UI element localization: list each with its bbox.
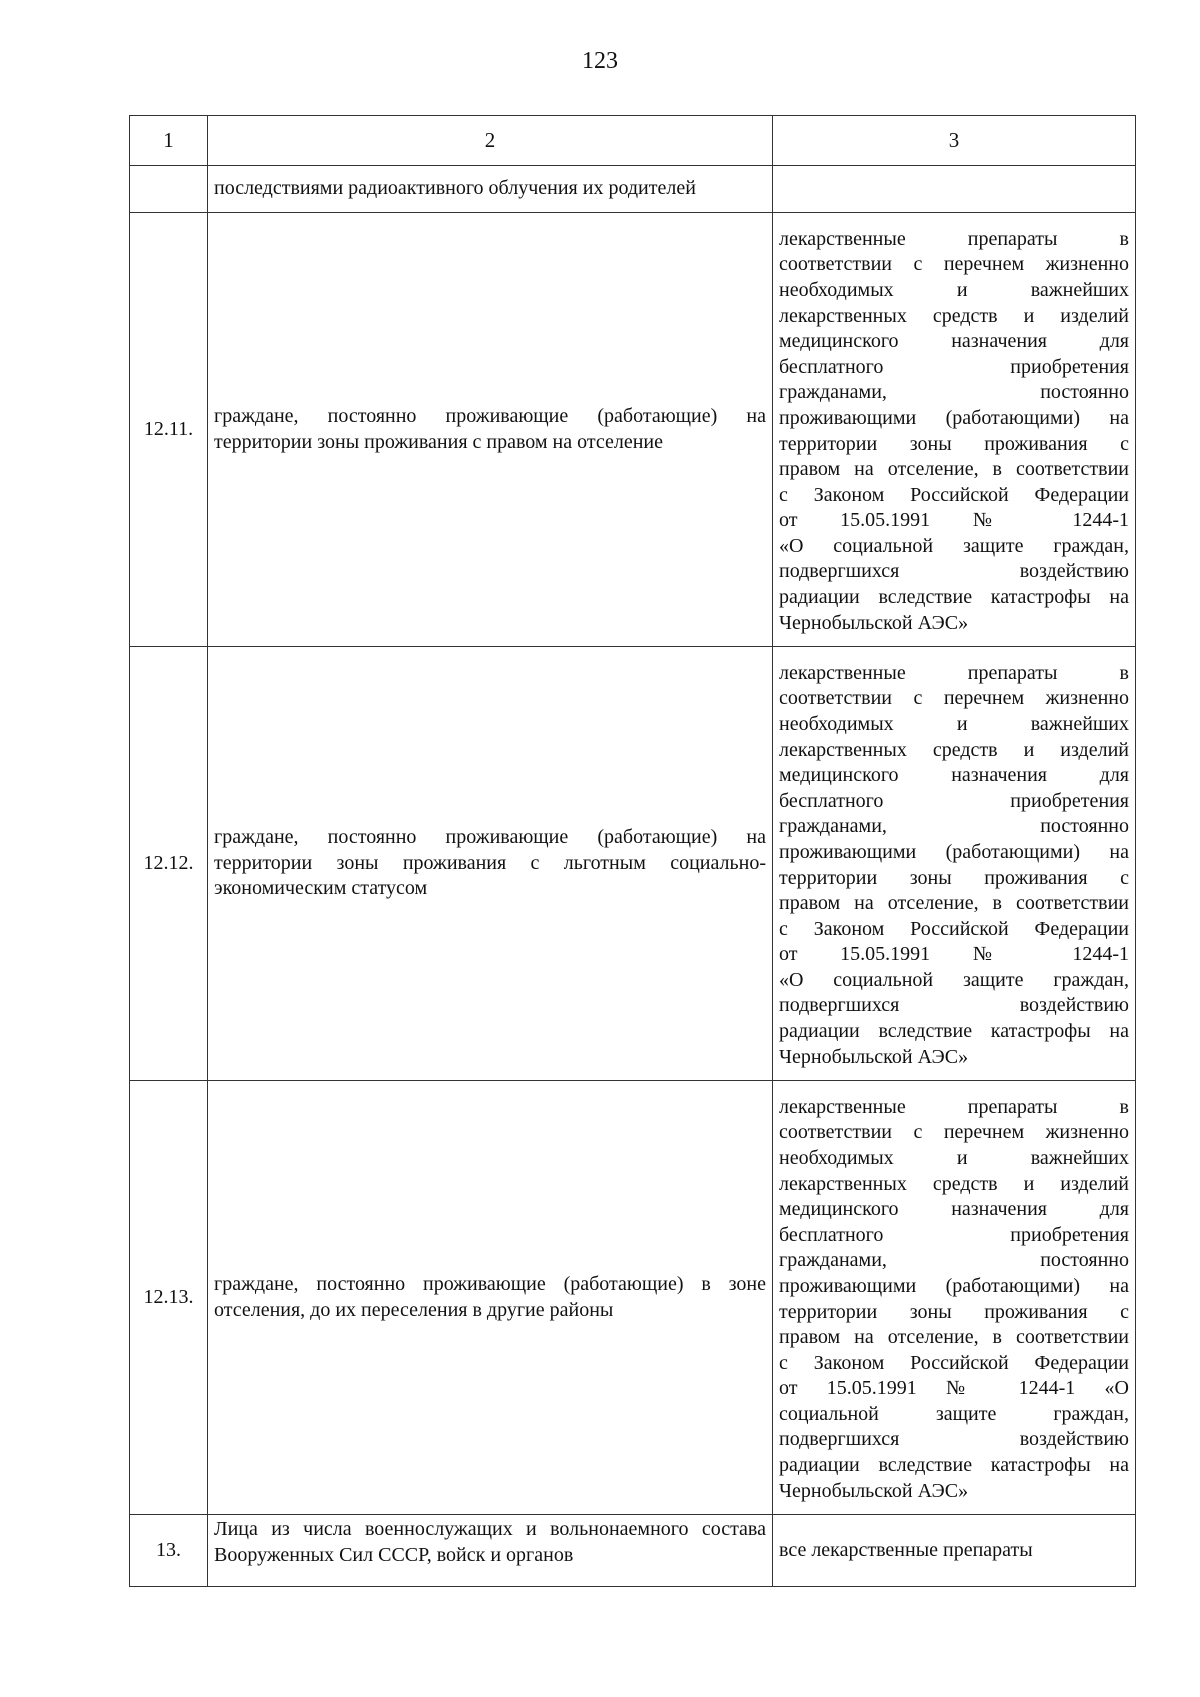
row-description: граждане, постоянно проживающие (работающие) в зоне отселения, до их переселения в другие районы: [208, 1081, 773, 1515]
drug-text-line: гражданами, постоянно: [779, 1249, 1129, 1272]
drug-text-line: лекарственных средств и изделий: [779, 738, 1129, 761]
drug-text-line: соответствии с перечнем жизненно: [779, 1121, 1129, 1144]
table-row: [130, 1515, 1136, 1587]
table-row: [130, 647, 1136, 1081]
row-description: последствиями радиоактивного облучения их родителей: [208, 166, 773, 213]
row-number: 12.11.: [130, 213, 208, 647]
drug-text-line: лекарственные препараты в: [779, 227, 1129, 250]
column-header-3: 3: [773, 116, 1136, 166]
column-header-1: 1: [130, 116, 208, 166]
row-drugs: [773, 1081, 1136, 1515]
drug-text-line: радиации вследствие катастрофы на: [779, 1454, 1129, 1477]
table-row-continuation: [130, 166, 1136, 213]
drug-text-line: правом на отселение, в соответствии: [779, 458, 1129, 481]
page-number: 123: [582, 48, 618, 74]
table-header-row: [130, 116, 1136, 166]
drug-text-line: бесплатного приобретения: [779, 789, 1129, 812]
drug-text-line: необходимых и важнейших: [779, 278, 1129, 301]
drug-text-line: проживающими (работающими) на: [779, 406, 1129, 429]
drug-text-line: лекарственных средств и изделий: [779, 1172, 1129, 1195]
row-description: Лица из числа военнослужащих и вольнонаемного состава Вооруженных Сил СССР, войск и органов: [208, 1515, 773, 1587]
drug-text-line: территории зоны проживания с: [779, 1300, 1129, 1323]
drug-text-line: с Законом Российской Федерации: [779, 483, 1129, 506]
drug-text-line: проживающими (работающими) на: [779, 840, 1129, 863]
row-drugs: [773, 213, 1136, 647]
drug-text-line: бесплатного приобретения: [779, 1223, 1129, 1246]
drug-text-line: от 15.05.1991 № 1244-1: [779, 943, 1129, 966]
drug-text-line: радиации вследствие катастрофы на: [779, 586, 1129, 609]
drug-text-line: территории зоны проживания с: [779, 432, 1129, 455]
drug-text-line: «О социальной защите граждан,: [779, 968, 1129, 991]
drug-text-line: лекарственные препараты в: [779, 661, 1129, 684]
row-number: 13.: [130, 1515, 208, 1587]
row-drugs: [773, 647, 1136, 1081]
drug-text-line: все лекарственные препараты: [779, 1538, 1033, 1561]
drug-text-line: Чернобыльской АЭС»: [779, 611, 969, 634]
drug-text-line: медицинского назначения для: [779, 330, 1129, 353]
row-description: граждане, постоянно проживающие (работающие) на территории зоны проживания с льготным социально-экономическим статусом: [208, 647, 773, 1081]
drug-text-line: радиации вследствие катастрофы на: [779, 1020, 1129, 1043]
row-description: граждане, постоянно проживающие (работающие) на территории зоны проживания с правом на отселение: [208, 213, 773, 647]
drug-text-line: правом на отселение, в соответствии: [779, 1326, 1129, 1349]
column-header-2: 2: [208, 116, 773, 166]
drug-text-line: Чернобыльской АЭС»: [779, 1479, 969, 1502]
table-row: [130, 213, 1136, 647]
drug-text-line: лекарственных средств и изделий: [779, 304, 1129, 327]
drug-text-line: проживающими (работающими) на: [779, 1274, 1129, 1297]
drug-text-line: правом на отселение, в соответствии: [779, 892, 1129, 915]
drug-text-line: подвергшихся воздействию: [779, 994, 1129, 1017]
row-number: 12.12.: [130, 647, 208, 1081]
drug-text-line: от 15.05.1991 № 1244-1 «О: [779, 1377, 1129, 1400]
drug-text-line: необходимых и важнейших: [779, 1146, 1129, 1169]
drug-text-line: подвергшихся воздействию: [779, 560, 1129, 583]
drug-text-line: соответствии с перечнем жизненно: [779, 687, 1129, 710]
drug-text-line: гражданами, постоянно: [779, 815, 1129, 838]
drug-text-line: территории зоны проживания с: [779, 866, 1129, 889]
drug-text-line: лекарственные препараты в: [779, 1095, 1129, 1118]
drug-text-line: медицинского назначения для: [779, 1198, 1129, 1221]
drug-text-line: Чернобыльской АЭС»: [779, 1045, 969, 1068]
benefits-table: [129, 115, 1136, 1587]
row-number: 12.13.: [130, 1081, 208, 1515]
table-row: [130, 1081, 1136, 1515]
drug-text-line: «О социальной защите граждан,: [779, 534, 1129, 557]
drug-text-line: подвергшихся воздействию: [779, 1428, 1129, 1451]
drug-text-line: необходимых и важнейших: [779, 712, 1129, 735]
drug-text-line: медицинского назначения для: [779, 764, 1129, 787]
drug-text-line: соответствии с перечнем жизненно: [779, 253, 1129, 276]
drug-text-line: от 15.05.1991 № 1244-1: [779, 509, 1129, 532]
drug-text-line: с Законом Российской Федерации: [779, 917, 1129, 940]
drug-text-line: гражданами, постоянно: [779, 381, 1129, 404]
row-drugs: [773, 166, 1136, 213]
drug-text-line: с Законом Российской Федерации: [779, 1351, 1129, 1374]
row-number-cell: [130, 166, 208, 213]
row-drugs: [773, 1515, 1136, 1587]
drug-text-line: социальной защите граждан,: [779, 1402, 1129, 1425]
drug-text-line: бесплатного приобретения: [779, 355, 1129, 378]
